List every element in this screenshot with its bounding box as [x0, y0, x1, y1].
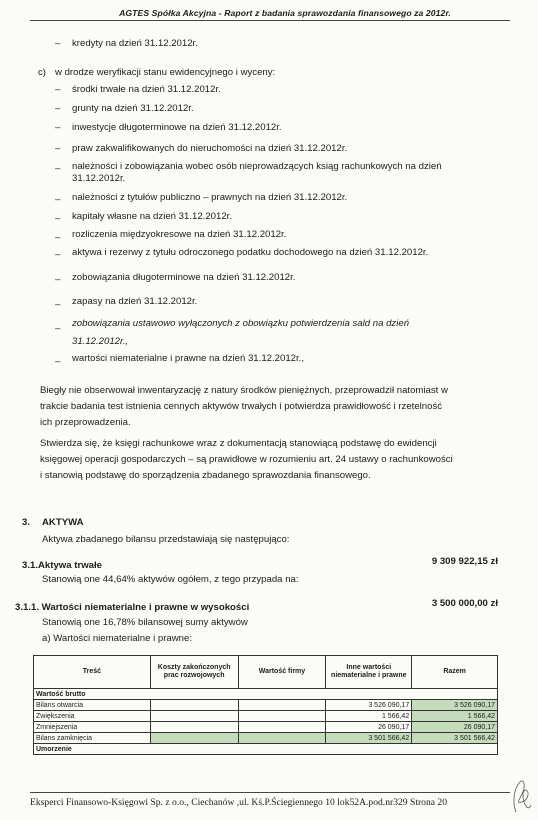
page-footer: Eksperci Finansowo-Księgowi Sp. z o.o., Ciechanów ,ul. Kś.P.Ściegiennego 10 lok52A.pod.nr329 Strona 20 — [30, 797, 448, 808]
table-cell — [150, 711, 238, 722]
list-item: zobowiązania długoterminowe na dzień 31.12.2012r. — [72, 272, 296, 283]
list-dash: – — [55, 356, 61, 367]
paragraph-line: ich przeprowadzenia. — [40, 417, 131, 428]
list-dash: – — [55, 38, 61, 49]
table-cell — [238, 711, 326, 722]
list-dash: – — [55, 249, 61, 260]
table-header-row — [34, 656, 498, 689]
table-cell: 3 526 090,17 — [326, 700, 412, 711]
list-item: praw zakwalifikowanych do nieruchomości na dzień 31.12.2012r. — [72, 143, 348, 154]
footer-rule — [30, 792, 510, 793]
list-item: zobowiązania ustawowo wyłączonych z obowiązku potwierdzenia sald na dzień — [72, 318, 410, 329]
table-cell: 26 090,17 — [326, 722, 412, 733]
table-cell: 1 566,42 — [412, 711, 498, 722]
section-311-amount: 3 500 000,00 zł — [431, 598, 498, 609]
paragraph-inventory — [40, 383, 505, 431]
section-c-title: w drodze weryfikacji stanu ewidencyjnego i wyceny: — [55, 67, 276, 78]
table-cell — [150, 722, 238, 733]
section-3-title: AKTYWA — [42, 517, 84, 528]
table-cell: 26 090,17 — [412, 722, 498, 733]
list-item: należności i zobowiązania wobec osób nieprowadzących ksiąg rachunkowych na dzień — [72, 161, 442, 172]
table-header-cell: Razem — [412, 656, 498, 689]
table-row — [34, 722, 498, 733]
section-3-number: 3. — [22, 517, 31, 528]
list-item: kredyty na dzień 31.12.2012r. — [72, 38, 198, 49]
section-31-amount: 9 309 922,15 zł — [431, 556, 498, 567]
table-section-row — [34, 744, 498, 755]
paragraph-books — [40, 436, 505, 484]
page-header: AGTES Spółka Akcyjna - Raport z badania sprawozdania finansowego za 2012r. — [119, 8, 451, 18]
list-dash: – — [55, 213, 61, 224]
paragraph-line: Biegły nie obserwował inwentaryzację z natury środków pieniężnych, przeprowadził natomiast w — [40, 385, 448, 396]
table-cell: 3 501 566,42 — [326, 733, 412, 744]
list-item: kapitały własne na dzień 31.12.2012r. — [72, 211, 233, 222]
list-item: środki trwałe na dzień 31.12.2012r. — [72, 84, 221, 95]
list-dash: – — [55, 323, 61, 334]
table-cell — [238, 700, 326, 711]
list-item-continuation: 31.12.2012r. — [72, 173, 126, 184]
list-dash: – — [55, 143, 61, 154]
table-row — [34, 700, 498, 711]
table-row — [34, 733, 498, 744]
table-cell-label: Zwiększenia — [34, 711, 151, 722]
section-3-intro: Aktywa zbadanego bilansu przedstawiają się następująco: — [42, 534, 290, 545]
list-dash: – — [55, 122, 61, 133]
table-cell: 3 501 566,42 — [412, 733, 498, 744]
list-item: aktywa i rezerwy z tytułu odroczonego podatku dochodowego na dzień 31.12.2012r. — [72, 247, 429, 258]
table-cell-label: Bilans zamknięcia — [34, 733, 151, 744]
section-311-desc: Stanowią one 16,78% bilansowej sumy aktywów — [42, 617, 248, 628]
list-dash: – — [55, 84, 61, 95]
table-cell: 3 526 090,17 — [412, 700, 498, 711]
table-cell — [150, 700, 238, 711]
section-31-desc: Stanowią one 44,64% aktywów ogółem, z tego przypada na: — [42, 574, 299, 585]
table-section-label: Umorzenie — [34, 744, 498, 755]
table-cell — [238, 722, 326, 733]
table-header-cell: Koszty zakończonych prac rozwojowych — [150, 656, 238, 689]
table-header-cell: Inne wartości niematerialne i prawne — [326, 656, 412, 689]
table-header-cell: Treść — [34, 656, 151, 689]
list-dash: – — [55, 232, 61, 243]
list-item-continuation: 31.12.2012r., — [72, 336, 129, 347]
list-dash: – — [55, 163, 61, 174]
paragraph-line: Stwierdza się, że księgi rachunkowe wraz z dokumentacją stanowiącą podstawę do ewidencji — [40, 438, 437, 449]
paragraph-line: trakcie badania test istnienia cennych aktywów trwałych i potwierdza prawidłowość i rzetelność — [40, 401, 443, 412]
table-row — [34, 711, 498, 722]
section-311-title: 3.1.1. Wartości niematerialne i prawne w wysokości — [15, 602, 250, 613]
list-item: należności z tytułów publiczno – prawnych na dzień 31.12.2012r. — [72, 192, 348, 203]
table-section-row — [34, 689, 498, 700]
signature-mark — [510, 778, 532, 814]
list-dash: – — [55, 274, 61, 285]
table-cell-label: Zmniejszenia — [34, 722, 151, 733]
list-item: inwestycje długoterminowe na dzień 31.12.2012r. — [72, 122, 282, 133]
list-item: rozliczenia międzyokresowe na dzień 31.12.2012r. — [72, 229, 287, 240]
table-section-label: Wartość brutto — [34, 689, 498, 700]
section-c-marker: c) — [38, 67, 46, 78]
header-rule — [30, 20, 510, 21]
paragraph-line: księgowej operacji gospodarczych – są prawidłowe w rozumieniu art. 24 ustawy o rachunkowości — [40, 454, 453, 465]
table-cell — [150, 733, 238, 744]
list-dash: – — [55, 299, 61, 310]
section-311-sub: a) Wartości niematerialne i prawne: — [42, 633, 193, 644]
intangibles-table — [33, 655, 498, 755]
list-item: wartości niematerialne i prawne na dzień 31.12.2012r., — [72, 353, 304, 364]
list-dash: – — [55, 103, 61, 114]
table-header-cell: Wartość firmy — [238, 656, 326, 689]
table-cell-label: Bilans otwarcia — [34, 700, 151, 711]
list-item: zapasy na dzień 31.12.2012r. — [72, 296, 198, 307]
list-item: grunty na dzień 31.12.2012r. — [72, 103, 194, 114]
section-31-title: 3.1.Aktywa trwałe — [22, 560, 102, 571]
paragraph-line: i stanowią podstawę do sporządzenia zbadanego sprawozdania finansowego. — [40, 470, 371, 481]
table-cell: 1 566,42 — [326, 711, 412, 722]
table-cell — [238, 733, 326, 744]
list-dash: – — [55, 194, 61, 205]
